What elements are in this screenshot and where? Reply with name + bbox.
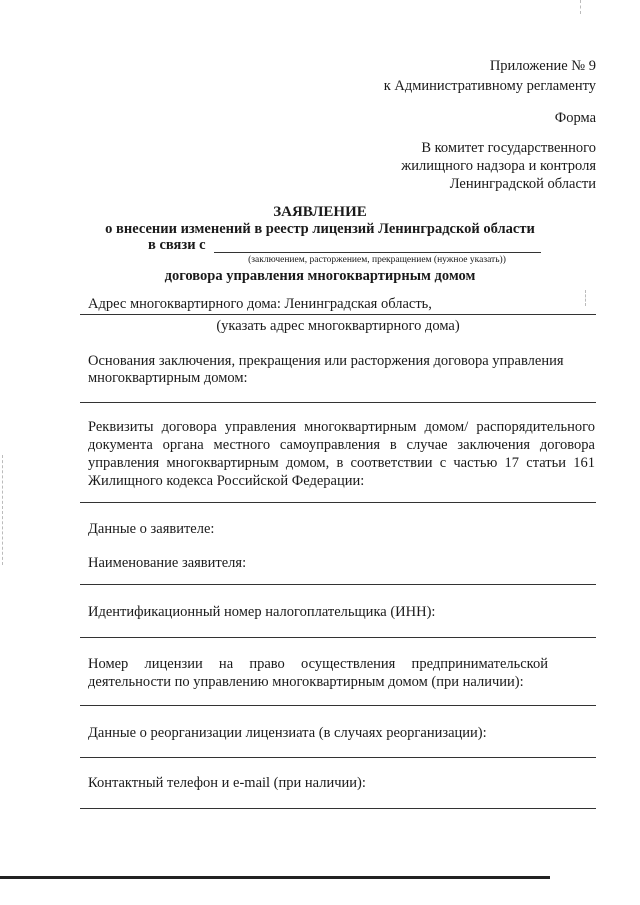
regulation-reference: к Административному регламенту	[383, 78, 596, 94]
title-line-3: договора управления многоквартирным домом	[164, 268, 476, 284]
addressee-line-2: жилищного надзора и контроля	[401, 158, 596, 174]
form-label: Форма	[554, 110, 596, 126]
contacts-label: Контактный телефон и e-mail (при наличии):	[88, 775, 366, 791]
contract-details-field-line[interactable]	[80, 502, 596, 503]
reason-hint: (заключением, расторжением, прекращением (нужное указать))	[248, 255, 506, 265]
address-field-line[interactable]	[80, 314, 596, 315]
reason-blank-line[interactable]	[214, 252, 541, 253]
scan-edge-mark	[580, 0, 581, 14]
grounds-label-line-1: Основания заключения, прекращения или расторжения договора управления	[88, 353, 564, 369]
contract-details-line-4: Жилищного кодекса Российской Федерации:	[88, 473, 365, 489]
title-line-2-prefix: в связи с	[148, 237, 206, 253]
inn-field-line[interactable]	[80, 637, 596, 638]
contacts-field-line[interactable]	[80, 808, 596, 809]
title-line-1: о внесении изменений в реестр лицензий Ленинградской области	[105, 221, 535, 237]
addressee-line-1: В комитет государственного	[421, 140, 596, 156]
license-field-line[interactable]	[80, 705, 596, 706]
address-label: Адрес многоквартирного дома: Ленинградская область,	[88, 296, 432, 312]
document-heading: ЗАЯВЛЕНИЕ	[273, 204, 367, 220]
grounds-field-line[interactable]	[80, 402, 596, 403]
reorganization-label: Данные о реорганизации лицензиата (в случаях реорганизации):	[88, 725, 487, 741]
applicant-name-label: Наименование заявителя:	[88, 555, 247, 571]
contract-details-label	[88, 418, 595, 490]
page-bottom-edge	[0, 876, 550, 879]
scan-edge-mark	[585, 290, 586, 306]
applicant-data-label: Данные о заявителе:	[88, 521, 215, 537]
address-hint: (указать адрес многоквартирного дома)	[216, 318, 460, 334]
reorganization-field-line[interactable]	[80, 757, 596, 758]
license-label-line-1: Номер лицензии на право осуществления предпринимательской	[88, 656, 548, 672]
inn-label: Идентификационный номер налогоплательщика (ИНН):	[88, 604, 436, 620]
contract-details-line-1: Реквизиты договора управления многоквартирным домом/ распорядительного	[88, 419, 595, 435]
contract-details-line-2: документа органа местного самоуправления в случае заключения договора	[88, 437, 595, 453]
applicant-name-field-line[interactable]	[80, 584, 596, 585]
grounds-label-line-2: многоквартирным домом:	[88, 370, 248, 386]
license-label	[88, 655, 548, 691]
license-label-line-2: деятельности по управлению многоквартирным домом (при наличии):	[88, 674, 524, 690]
contract-details-line-3: управления многоквартирным домом, в соответствии с частью 17 статьи 161	[88, 455, 595, 471]
addressee-line-3: Ленинградской области	[449, 176, 596, 192]
scan-edge-mark	[2, 455, 3, 565]
appendix-number: Приложение № 9	[489, 58, 596, 74]
